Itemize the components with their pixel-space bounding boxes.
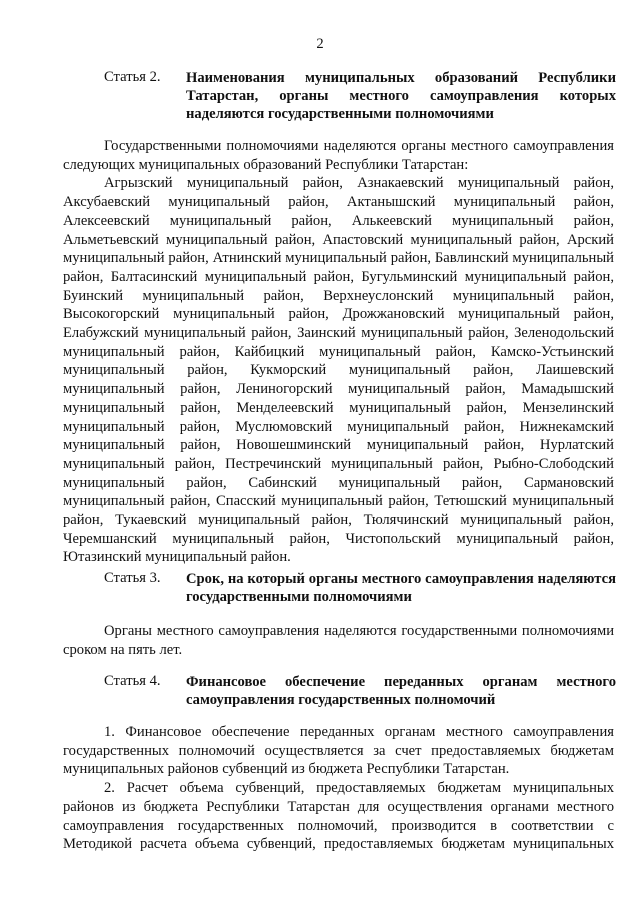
article-2-intro: Государственными полномочиями наделяются органы местного самоуправления следующих муниципальных образований Республики Татарстан: [63, 138, 614, 173]
article-3-title: Срок, на который органы местного самоуправления наделяются государственными полномочиями [186, 571, 616, 605]
page-number: 2 [316, 36, 324, 52]
article-4-title: Финансовое обеспечение переданных органам местного самоуправления государственных полномочий [186, 674, 616, 708]
article-4-paragraph-1: 1. Финансовое обеспечение переданных органам местного самоуправления государственных полномочий осуществляется за счет предоставляемых бюджетам муниципальных районов субвенций из бюджета Республики Татарстан. [63, 724, 614, 778]
article-4-label: Статья 4. [104, 673, 161, 689]
article-2-district-list: Агрызский муниципальный район, Азнакаевский муниципальный район, Аксубаевский муниципальный район, Актанышский муниципальный район, Алексеевский муниципальный район, Алькеевский муниципальный район, Альметьевский муниципальный район, Апастовский муниципальный район, Арский муниципальный район, Атнинский муниципальный район, Бавлинский муниципальный район, Балтасинский муниципальный район, Бугульминский муниципальный район, Буинский муниципальный район, Верхнеуслонский муниципальный район, Высокогорский муниципальный район, Дрожжановский муниципальный район, Елабужский муниципальный район, Заинский муниципальный район, Зеленодольский муниципальный район, Кайбицкий муниципальный район, Камско-Устьинский муниципальный район, Кукморский муниципальный район, Лаишевский муниципальный район, Лениногорский муниципальный район, Мамадышский муниципальный район, Менделеевский муниципальный район, Мензелинский муниципальный район, Муслюмовский муниципальный район, Нижнекамский муниципальный район, Новошешминский муниципальный район, Нурлатский муниципальный район, Пестречинский муниципальный район, Рыбно-Слободский муниципальный район, Сабинский муниципальный район, Сармановский муниципальный район, Спасский муниципальный район, Тетюшский муниципальный район, Тукаевский муниципальный район, Тюлячинский муниципальный район, Черемшанский муниципальный район, Чистопольский муниципальный район, Ютазинский муниципальный район. [63, 175, 614, 566]
article-2-label: Статья 2. [104, 69, 161, 85]
article-4-paragraph-2: 2. Расчет объема субвенций, предоставляемых бюджетам муниципальных районов из бюджета Республики Татарстан для осуществления органами местного самоуправления государственных полномочий, производится в соответствии с Методикой расчета объема субвенций, предоставляемых бюджетам муниципальных [63, 780, 614, 853]
article-2-body [63, 137, 614, 567]
article-2-title: Наименования муниципальных образований Республики Татарстан, органы местного самоуправления которых наделяются государственными полномочиями [186, 70, 616, 122]
article-3-text: Органы местного самоуправления наделяются государственными полномочиями сроком на пять лет. [63, 623, 614, 658]
article-3-label: Статья 3. [104, 570, 161, 586]
article-4-body [63, 723, 614, 854]
article-3-body [63, 622, 614, 659]
